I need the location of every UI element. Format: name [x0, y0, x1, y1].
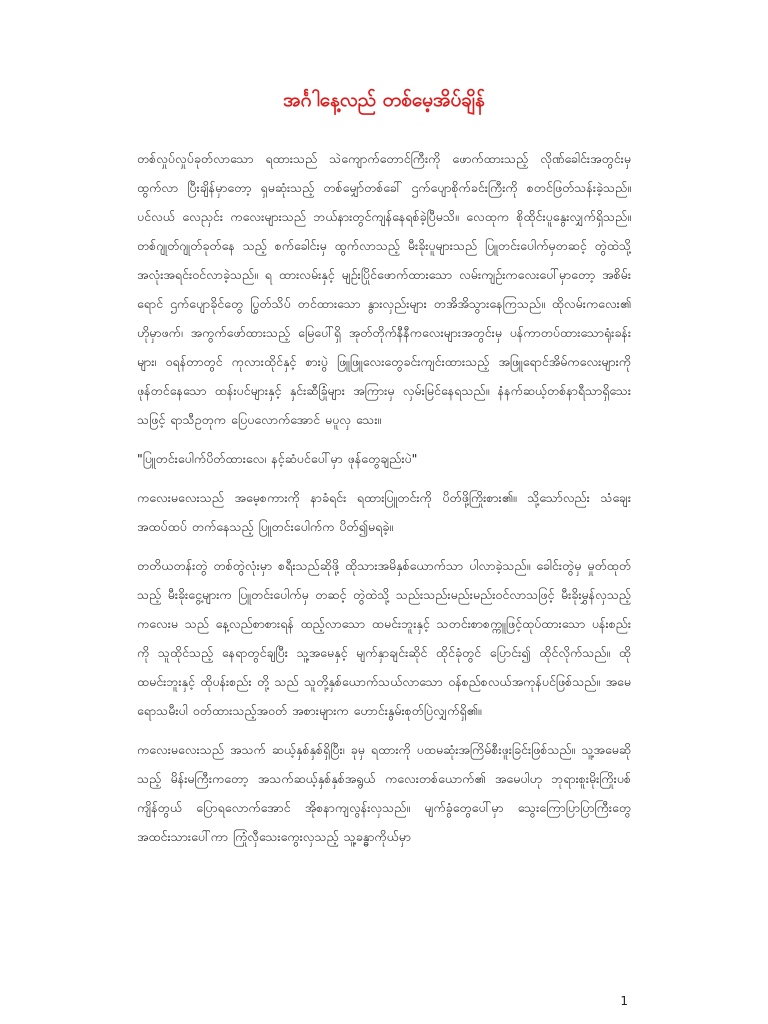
- page-number: 1: [620, 994, 628, 1008]
- paragraph: တတိယတန်းတွဲ တစ်တွဲလုံးမှာ စရီးသည်ဆိုဖို့ ထိုသားအမိနှစ်ယောက်သာ ပါလာခဲ့သည်။ ခေါင်းတွဲမှ မှုတ်ထုတ်သည့် မီးခိုးငွေ့များက ပြူတင်းပေါက်မှ တဆင့် တွဲထဲသို့ သည်းသည်းမည်းမည်းဝင်လာသဖြင့် မီးခိုးမွှန်လှသည့် ကလေးမ သည် နေ့လည်စာစားရန် ထည့်လာသော ထမင်းဘူးနှင့် သတင်းစာစက္ကူဖြင့်ထုပ်ထားသော ပန်းစည်းကို သူထိုင်သည့် နေရာတွင်ချပြီး သူ့အမေနှင့် မျက်နှာချင်းဆိုင် ထိုင်ခုံတွင် ပြောင်း၍ ထိုင်လိုက်သည်။ ထိုထမင်းဘူးနှင့် ထိုပန်းစည်း တို့ သည် သူတို့နှစ်ယောက်သယ်လာသော ဝန်စည်စလယ်အကုန်ပင်ဖြစ်သည်။ အမေရောသမီးပါ ဝတ်ထားသည့်အဝတ် အစားများက ဟောင်းနွမ်းစုတ်ပြဲလျှက်ရှိ၏။: [137, 558, 631, 718]
- document-body: [137, 144, 631, 861]
- paragraph: "ပြူတင်းပေါက်ပိတ်ထားလေ၊ နင့်ဆံပင်ပေါ်မှာ ဖုန်တွေချည်းပဲ": [137, 451, 418, 466]
- paragraph: တစ်လှုပ်လှုပ်ခုတ်လာသော ရထားသည် သဲကျောက်တောင်ကြီးကို ဖောက်ထားသည့် လိုဏ်ခေါင်းအတွင်းမှ ထွက်လာ ပြီးချိန်မှာတော့ ရှမဆုံးသည့် တစ်မျှော်တစ်ခေါ် ဌက်ပျောစိုက်ခင်းကြီးကို စတင်ဖြတ်သန်းခဲ့သည်။ ပင်လယ် လေညှင်း ကလေးများသည် ဘယ်နားတွင်ကျန်နေရစ်ခဲ့ပြီမသိ။ လေထုက စိုထိုင်းပူနွေးလျှက်ရှိသည်။ တစ်ဂျုတ်ဂျုတ်ခုတ်နေ သည့် စက်ခေါင်းမှ ထွက်လာသည့် မီးခိုးပူများသည် ပြူတင်းပေါက်မှတဆင့် တွဲထဲသို့ အလုံးအရင်းဝင်လာခဲ့သည်။ ရ ထားလမ်းနှင့် မျဉ်းပြိုင်ဖောက်ထားသော လမ်းကျဉ်းကလေးပေါ်မှာတော့ အစိမ်းရောင် ဌက်ပျောခိုင်တွေ ပြွတ်သိပ် တင်ထားသော နွားလှည်းများ တအိအိသွားနေကြသည်။ ထိုလမ်းကလေး၏ ဟိုမှာဖက်၊ အကွက်ဖော်ထားသည့် မြေပေါ်ရှိ အုတ်တိုက်နီနီကလေးများအတွင်းမှ ပန်ကာတပ်ထားသောရုံးခန်းများ၊ ဝရန်တာတွင် ကုလားထိုင်နှင့် စားပွဲ ဖြူဖြူလေးတွေခင်းကျင်းထားသည့် အဖြူရောင်အိမ်ကလေးများကို ဖုန်တင်နေသော ထန်းပင်များနှင့် နှင်းဆီခြုံများ အကြားမှ လှမ်းမြင်နေရသည်။ နံနက်ဆယ့်တစ်နာရီသာရှိသေးသဖြင့် ရာသီဥတုက ပြေပလောက်အောင် မပူလှ သေး။: [137, 151, 631, 427]
- paragraph: ကလေးမလေးသည် အမေ့စကားကို နာခံရင်း ရထားပြူတင်းကို ပိတ်ဖို့ကြိုးစား၏။ သို့သော်လည်း သံချေးအထပ်ထပ် တက်နေသည့် ပြူတင်းပေါက်က ပိတ်၍မရခဲ့။: [137, 490, 631, 534]
- document-title: အင်္ဂါနေ့လည် တစ်မေ့အိပ်ချိန်: [283, 89, 485, 111]
- paragraph: ကလေးမလေးသည် အသက် ဆယ့်နှစ်နှစ်ရှိပြီး၊ ခုမှ ရထားကို ပထမဆုံးအကြိမ်စီးဖူးခြင်းဖြစ်သည်။ သူ့အမေဆိုသည့် မိန်းမကြီးကတော့ အသက်ဆယ့်နှစ်နှစ်အရွယ် ကလေးတစ်ယောက်၏ အမေပါဟု ဘုရားစူးမိုးကြိုးပစ် ကျိန်တွယ် ပြောရလောက်အောင် အိုစနာကျလွန်းလှသည်။ မျက်ခွံတွေပေါ်မှာ သွေးကြောပြာပြာကြီးတွေ အထင်းသားပေါ်ကာ ကြုံလှီသေးကွေးလှသည့် သူ့ခန္ဓာကိုယ်မှာ: [137, 742, 631, 844]
